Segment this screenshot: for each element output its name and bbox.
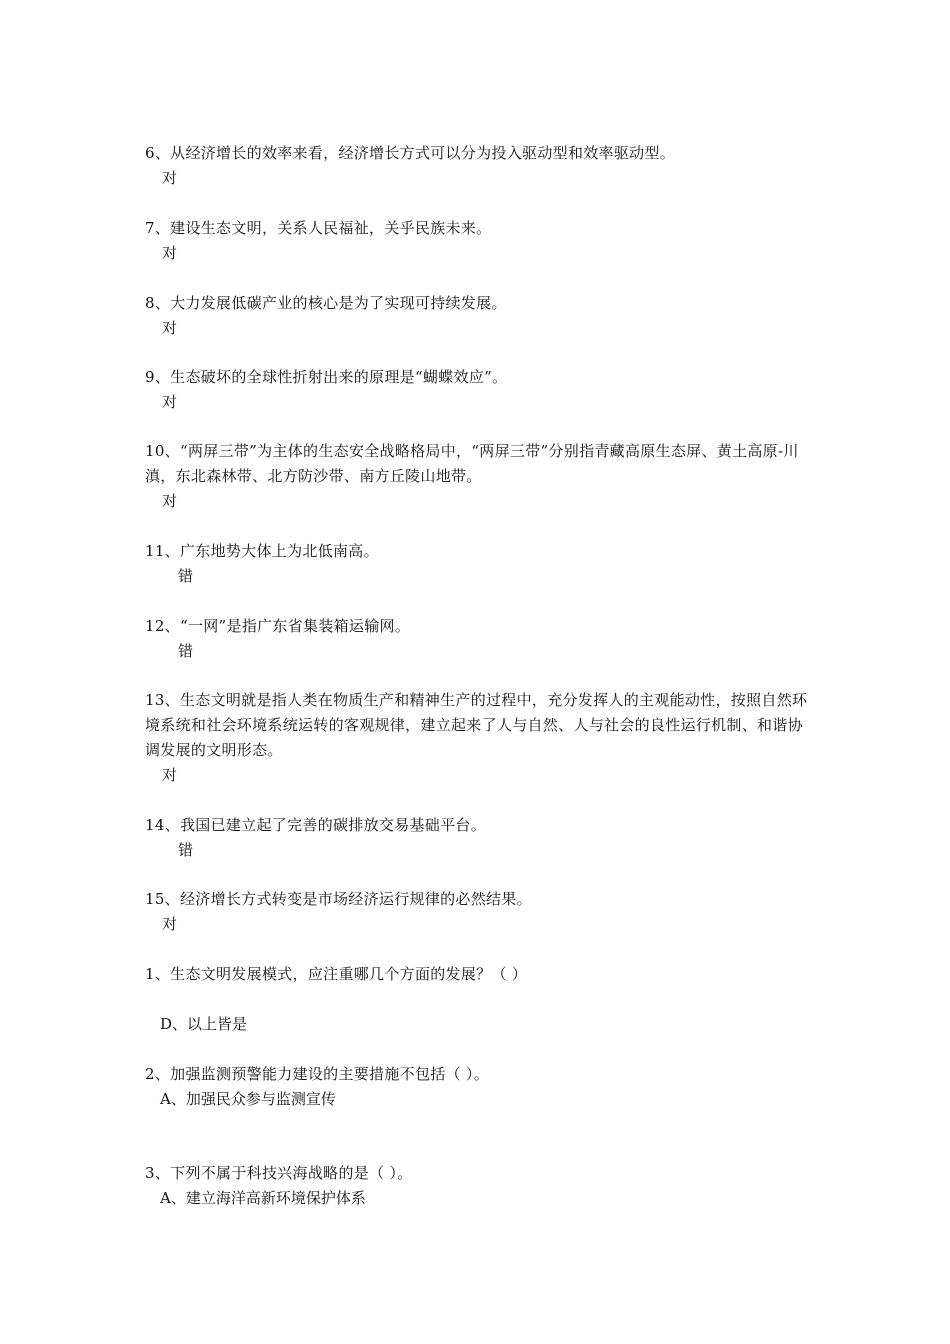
question-text: 7、建设生态文明，关系人民福祉，关乎民族未来。	[145, 219, 492, 237]
question-text: 8、大力发展低碳产业的核心是为了实现可持续发展。	[145, 294, 507, 312]
judgment-item-15	[145, 887, 810, 936]
question-text: 14、我国已建立起了完善的碳排放交易基础平台。	[145, 816, 486, 834]
judgment-item-8	[145, 291, 810, 340]
answer-text: 错	[178, 642, 194, 660]
question-text: 6、从经济增长的效率来看，经济增长方式可以分为投入驱动型和效率驱动型。	[145, 144, 676, 162]
question-text: 2、加强监测预警能力建设的主要措施不包括（ ）。	[145, 1065, 490, 1083]
question-text: 12、“一网”是指广东省集装箱运输网。	[145, 617, 411, 635]
choice-item-3	[145, 1161, 810, 1210]
question-text: 1、生态文明发展模式，应注重哪几个方面的发展？（ ）	[145, 965, 528, 983]
judgment-item-7	[145, 216, 810, 265]
choice-item-2	[145, 1062, 810, 1111]
judgment-item-13	[145, 688, 810, 787]
question-text: 9、生态破坏的全球性折射出来的原理是“蝴蝶效应”。	[145, 368, 508, 386]
answer-text: 对	[162, 169, 178, 187]
judgment-item-9	[145, 365, 810, 414]
answer-text: 对	[162, 244, 178, 262]
answer-text: 对	[162, 492, 178, 510]
judgment-item-10	[145, 439, 810, 513]
answer-text: D、以上皆是	[160, 1015, 248, 1033]
answer-text: 对	[162, 319, 178, 337]
answer-text: A、加强民众参与监测宣传	[160, 1090, 336, 1108]
answer-text: 对	[162, 766, 178, 784]
question-text: 13、生态文明就是指人类在物质生产和精神生产的过程中，充分发挥人的主观能动性，按照自然环境系统和社会环境系统运转的客观规律，建立起来了人与自然、人与社会的良性运行机制、和谐协调发展的文明形态。	[145, 691, 808, 759]
judgment-item-12	[145, 614, 810, 663]
answer-text: A、建立海洋高新环境保护体系	[160, 1189, 366, 1207]
question-text: 15、经济增长方式转变是市场经济运行规律的必然结果。	[145, 890, 532, 908]
judgment-item-14	[145, 813, 810, 862]
question-text: 10、“两屏三带”为主体的生态安全战略格局中，“两屏三带”分别指青藏高原生态屏、黄土高原-川滇，东北森林带、北方防沙带、南方丘陵山地带。	[145, 442, 799, 485]
judgment-item-11	[145, 539, 810, 588]
answer-text: 对	[162, 915, 178, 933]
question-text: 3、下列不属于科技兴海战略的是（ ）。	[145, 1164, 413, 1182]
answer-text: 错	[178, 567, 194, 585]
answer-text: 错	[178, 841, 194, 859]
question-text: 11、广东地势大体上为北低南高。	[145, 542, 379, 560]
answer-text: 对	[162, 393, 178, 411]
choice-item-1	[145, 962, 810, 987]
choice-answer-1	[145, 1012, 810, 1036]
judgment-item-6	[145, 141, 810, 190]
